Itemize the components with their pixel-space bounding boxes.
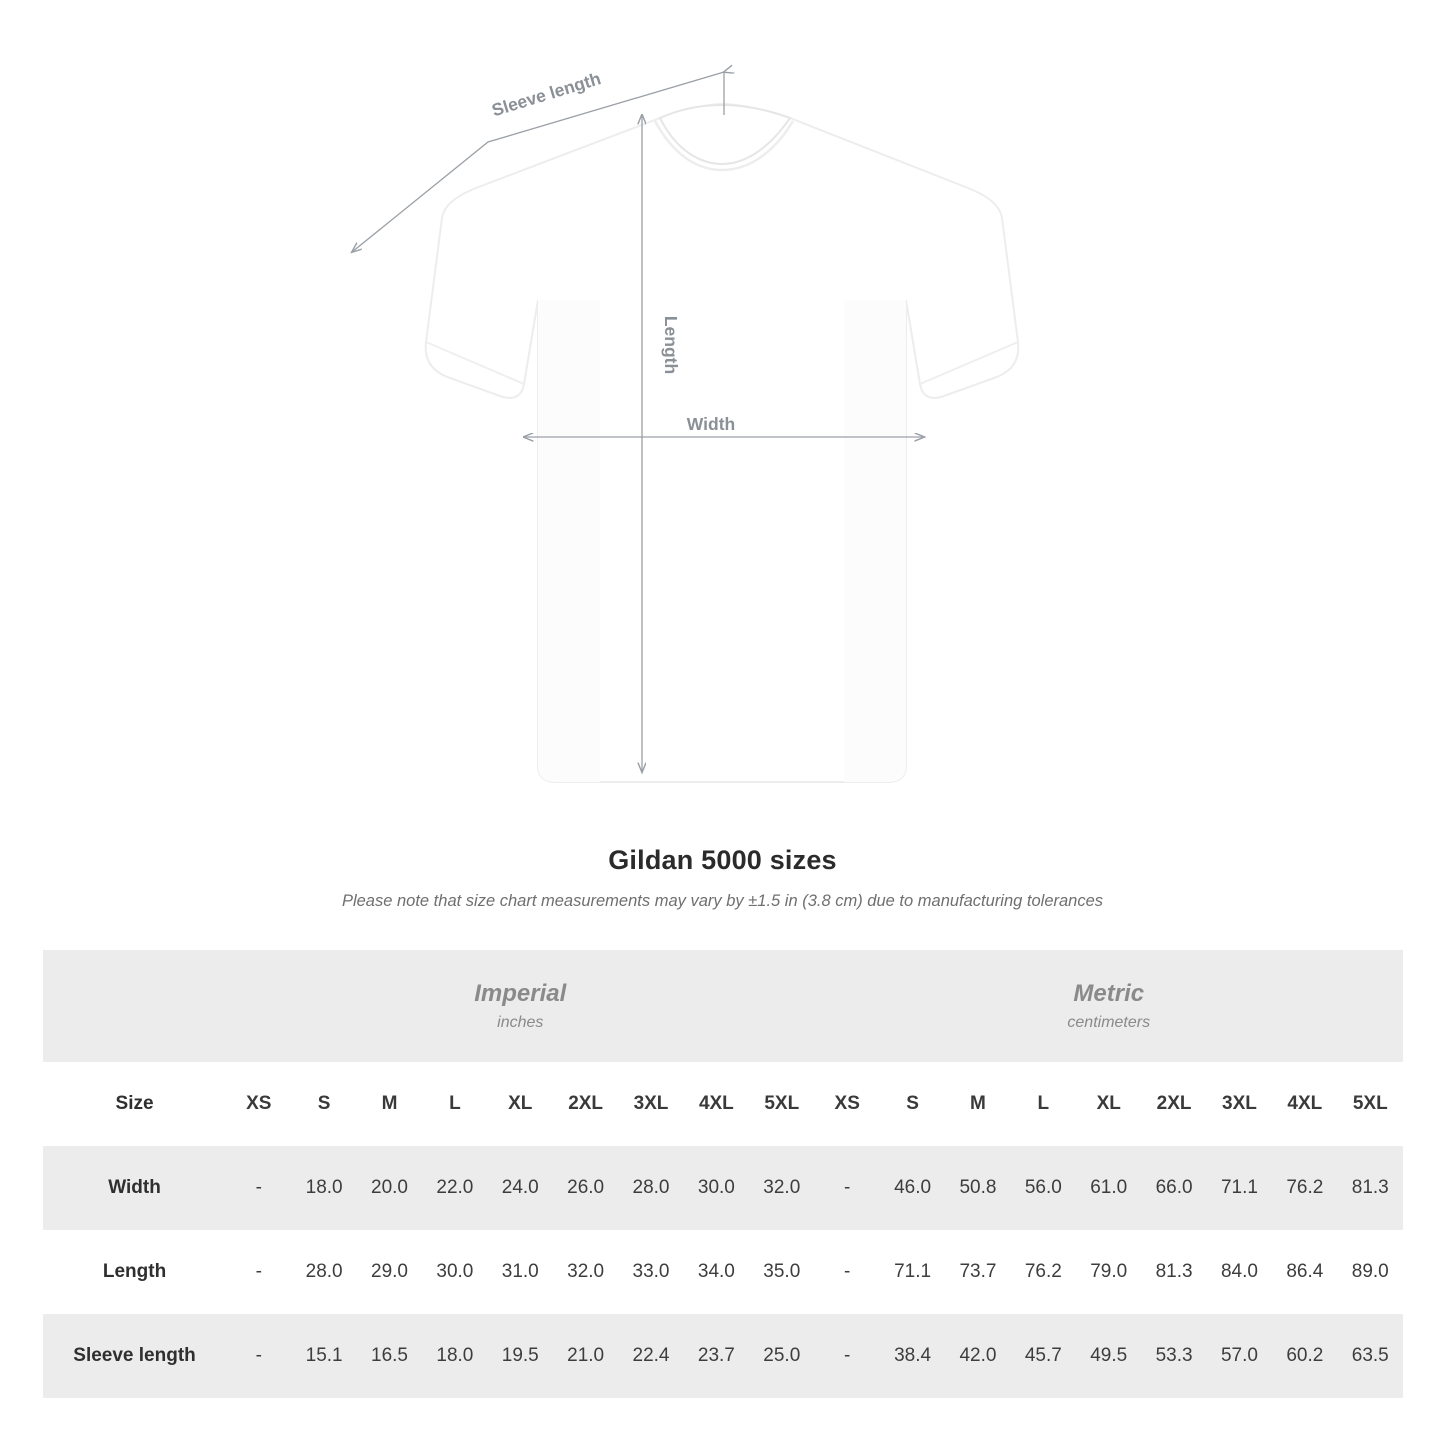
cell-width-imperial-xl: 24.0 — [488, 1146, 553, 1230]
cell-width-imperial-3xl: 28.0 — [618, 1146, 683, 1230]
size-header-imperial-4xl: 4XL — [684, 1062, 749, 1146]
cell-sleeve-metric-m: 42.0 — [945, 1314, 1010, 1398]
cell-width-metric-3xl: 71.1 — [1207, 1146, 1272, 1230]
width-label: Width — [686, 414, 736, 434]
cell-width-metric-l: 56.0 — [1011, 1146, 1076, 1230]
cell-width-metric-4xl: 76.2 — [1272, 1146, 1337, 1230]
cell-length-metric-xl: 79.0 — [1076, 1230, 1141, 1314]
cell-length-metric-l: 76.2 — [1011, 1230, 1076, 1314]
table-row — [43, 1314, 1403, 1398]
row-label-width: Width — [43, 1146, 226, 1230]
cell-width-imperial-xs: - — [226, 1146, 291, 1230]
cell-length-metric-s: 71.1 — [880, 1230, 945, 1314]
page-title: Gildan 5000 sizes — [608, 845, 837, 875]
size-header-imperial-s: S — [291, 1062, 356, 1146]
unit-header-metric — [815, 950, 1403, 1062]
size-header-metric-3xl: 3XL — [1207, 1062, 1272, 1146]
cell-width-imperial-l: 22.0 — [422, 1146, 487, 1230]
cell-sleeve-imperial-xs: - — [226, 1314, 291, 1398]
cell-width-imperial-2xl: 26.0 — [553, 1146, 618, 1230]
unit-header-spacer — [43, 950, 226, 1062]
cell-length-imperial-3xl: 33.0 — [618, 1230, 683, 1314]
size-header-metric-4xl: 4XL — [1272, 1062, 1337, 1146]
cell-sleeve-metric-xl: 49.5 — [1076, 1314, 1141, 1398]
cell-width-imperial-4xl: 30.0 — [684, 1146, 749, 1230]
unit-header-imperial — [226, 950, 814, 1062]
cell-length-metric-2xl: 81.3 — [1141, 1230, 1206, 1314]
size-header-imperial-2xl: 2XL — [553, 1062, 618, 1146]
cell-length-imperial-xs: - — [226, 1230, 291, 1314]
cell-length-imperial-xl: 31.0 — [488, 1230, 553, 1314]
cell-sleeve-metric-xs: - — [815, 1314, 880, 1398]
unit-header-row — [43, 950, 1403, 1062]
unit-sub-imperial: inches — [497, 1014, 544, 1032]
cell-length-metric-4xl: 86.4 — [1272, 1230, 1337, 1314]
cell-width-metric-5xl: 81.3 — [1338, 1146, 1403, 1230]
unit-sub-metric: centimeters — [1067, 1014, 1151, 1032]
size-chart-table — [43, 950, 1403, 1398]
table-row — [43, 1146, 1403, 1230]
cell-sleeve-metric-4xl: 60.2 — [1272, 1314, 1337, 1398]
cell-sleeve-imperial-xl: 19.5 — [488, 1314, 553, 1398]
tshirt-shape — [426, 104, 1019, 782]
cell-length-imperial-2xl: 32.0 — [553, 1230, 618, 1314]
cell-sleeve-imperial-l: 18.0 — [422, 1314, 487, 1398]
cell-sleeve-imperial-5xl: 25.0 — [749, 1314, 814, 1398]
size-header-metric-xl: XL — [1076, 1062, 1141, 1146]
size-header-imperial-5xl: 5XL — [749, 1062, 814, 1146]
row-label-sleeve-length: Sleeve length — [43, 1314, 226, 1398]
cell-length-metric-m: 73.7 — [945, 1230, 1010, 1314]
size-header-metric-xs: XS — [815, 1062, 880, 1146]
cell-sleeve-imperial-s: 15.1 — [291, 1314, 356, 1398]
cell-sleeve-imperial-2xl: 21.0 — [553, 1314, 618, 1398]
cell-width-imperial-5xl: 32.0 — [749, 1146, 814, 1230]
size-header-metric-5xl: 5XL — [1338, 1062, 1403, 1146]
size-header-label: Size — [43, 1062, 226, 1146]
cell-width-metric-m: 50.8 — [945, 1146, 1010, 1230]
cell-length-imperial-m: 29.0 — [357, 1230, 422, 1314]
row-label-length: Length — [43, 1230, 226, 1314]
size-header-imperial-xs: XS — [226, 1062, 291, 1146]
cell-width-imperial-s: 18.0 — [291, 1146, 356, 1230]
sleeve-length-label: Sleeve length — [489, 68, 604, 121]
cell-width-metric-xs: - — [815, 1146, 880, 1230]
cell-length-imperial-s: 28.0 — [291, 1230, 356, 1314]
cell-length-metric-5xl: 89.0 — [1338, 1230, 1403, 1314]
cell-sleeve-metric-l: 45.7 — [1011, 1314, 1076, 1398]
cell-length-metric-xs: - — [815, 1230, 880, 1314]
cell-sleeve-metric-s: 38.4 — [880, 1314, 945, 1398]
cell-length-imperial-l: 30.0 — [422, 1230, 487, 1314]
size-chart-table-wrap — [43, 950, 1403, 1398]
size-header-imperial-3xl: 3XL — [618, 1062, 683, 1146]
size-header-row — [43, 1062, 1403, 1146]
size-header-metric-s: S — [880, 1062, 945, 1146]
cell-width-metric-s: 46.0 — [880, 1146, 945, 1230]
cell-sleeve-metric-2xl: 53.3 — [1141, 1314, 1206, 1398]
cell-length-imperial-4xl: 34.0 — [684, 1230, 749, 1314]
cell-width-metric-xl: 61.0 — [1076, 1146, 1141, 1230]
unit-name-imperial: Imperial — [474, 979, 567, 1007]
cell-length-metric-3xl: 84.0 — [1207, 1230, 1272, 1314]
cell-width-metric-2xl: 66.0 — [1141, 1146, 1206, 1230]
cell-sleeve-imperial-m: 16.5 — [357, 1314, 422, 1398]
size-header-metric-2xl: 2XL — [1141, 1062, 1206, 1146]
size-header-imperial-xl: XL — [488, 1062, 553, 1146]
cell-sleeve-imperial-4xl: 23.7 — [684, 1314, 749, 1398]
size-header-metric-m: M — [945, 1062, 1010, 1146]
cell-sleeve-imperial-3xl: 22.4 — [618, 1314, 683, 1398]
size-header-imperial-l: L — [422, 1062, 487, 1146]
table-row — [43, 1230, 1403, 1314]
title-block — [0, 845, 1445, 911]
cell-width-imperial-m: 20.0 — [357, 1146, 422, 1230]
tolerance-note: Please note that size chart measurements may vary by ±1.5 in (3.8 cm) due to manufacturing tolerances — [341, 892, 1104, 910]
unit-name-metric: Metric — [1073, 979, 1145, 1007]
size-header-metric-l: L — [1011, 1062, 1076, 1146]
length-label: Length — [661, 315, 681, 375]
cell-sleeve-metric-3xl: 57.0 — [1207, 1314, 1272, 1398]
size-header-imperial-m: M — [357, 1062, 422, 1146]
cell-sleeve-metric-5xl: 63.5 — [1338, 1314, 1403, 1398]
cell-length-imperial-5xl: 35.0 — [749, 1230, 814, 1314]
